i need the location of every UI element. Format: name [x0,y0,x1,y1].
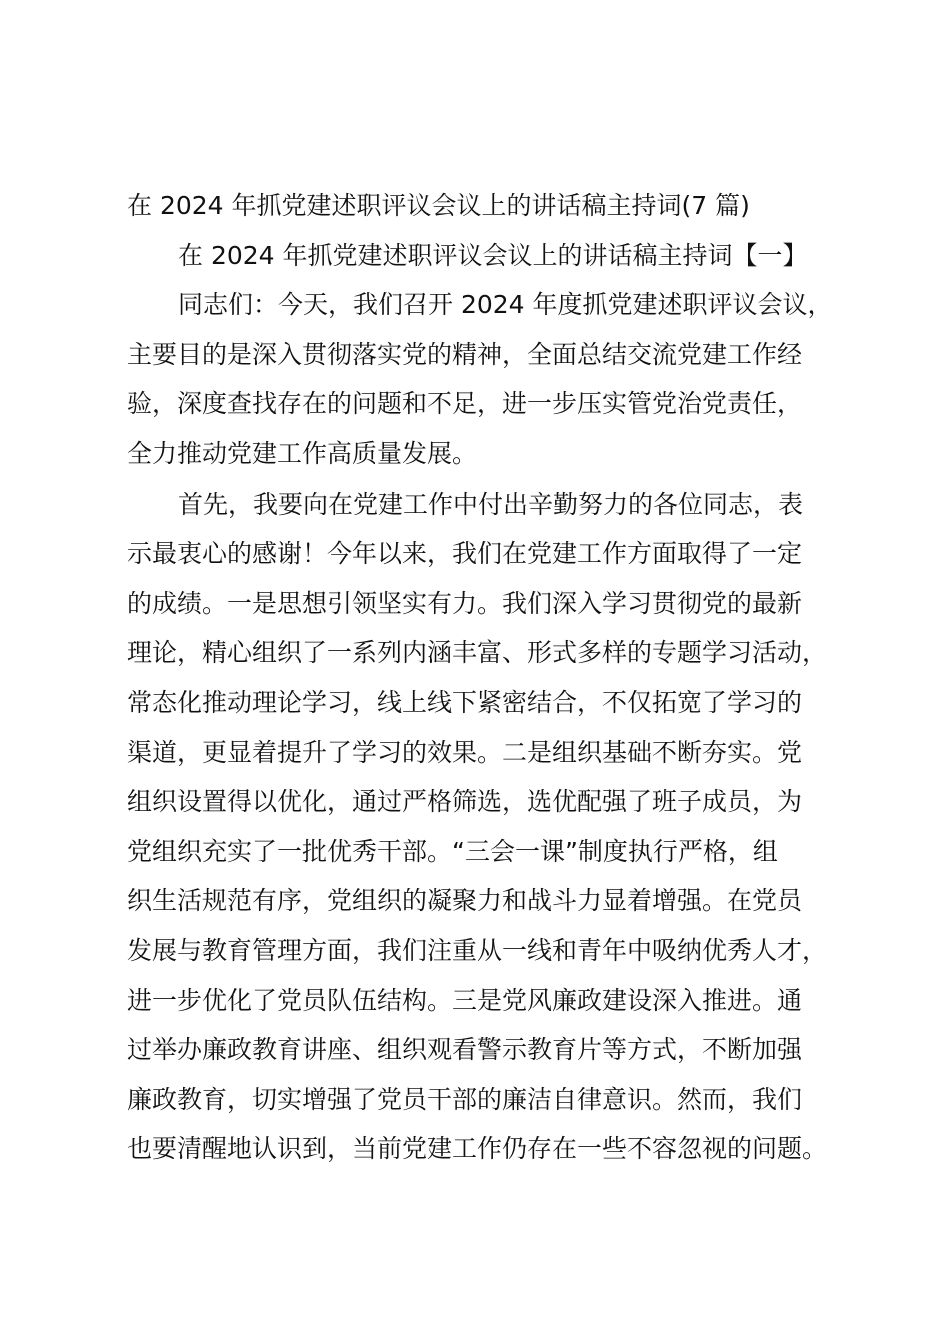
text-line: 织生活规范有序，党组织的凝聚力和战斗力显着增强。在党员 [127,886,803,916]
text-line: 验，深度查找存在的问题和不足，进一步压实管党治党责任， [127,389,803,419]
text-line: 党组织充实了一批优秀干部。“三会一课”制度执行严格，组 [127,836,778,866]
document-title: 在 2024 年抓党建述职评议会议上的讲话稿主持词(7 篇) [127,191,750,220]
text-line: 廉政教育，切实增强了党员干部的廉洁自律意识。然而，我们 [127,1084,803,1114]
text-line: 渠道，更显着提升了学习的效果。二是组织基础不断夯实。党 [127,737,803,767]
section-heading: 在 2024 年抓党建述职评议会议上的讲话稿主持词【一】 [178,240,808,270]
text-line: 首先，我要向在党建工作中付出辛勤努力的各位同志，表 [178,489,804,519]
text-line: 全力推动党建工作高质量发展。 [127,438,478,468]
text-line: 主要目的是深入贯彻落实党的精神，全面总结交流党建工作经 [127,339,803,369]
paragraph-2 [127,480,857,1174]
text-line: 进一步优化了党员队伍结构。三是党风廉政建设深入推进。通 [127,985,803,1015]
text-line: 也要清醒地认识到，当前党建工作仍存在一些不容忽视的问题。 [127,1134,828,1164]
text-line: 过举办廉政教育讲座、组织观看警示教育片等方式，不断加强 [127,1035,803,1065]
text-line: 示最衷心的感谢！今年以来，我们在党建工作方面取得了一定 [127,539,803,569]
text-line: 常态化推动理论学习，线上线下紧密结合，不仅拓宽了学习的 [127,687,803,717]
text-line: 同志们：今天，我们召开 2024 年度抓党建述职评议会议， [178,290,833,320]
text-line: 组织设置得以优化，通过严格筛选，选优配强了班子成员，为 [127,787,803,817]
paragraph-1 [127,280,857,478]
document-body [127,181,857,1174]
text-line: 发展与教育管理方面，我们注重从一线和青年中吸纳优秀人才， [127,935,828,965]
text-line: 理论，精心组织了一系列内涵丰富、形式多样的专题学习活动， [127,638,828,668]
text-line: 的成绩。一是思想引领坚实有力。我们深入学习贯彻党的最新 [127,588,803,618]
